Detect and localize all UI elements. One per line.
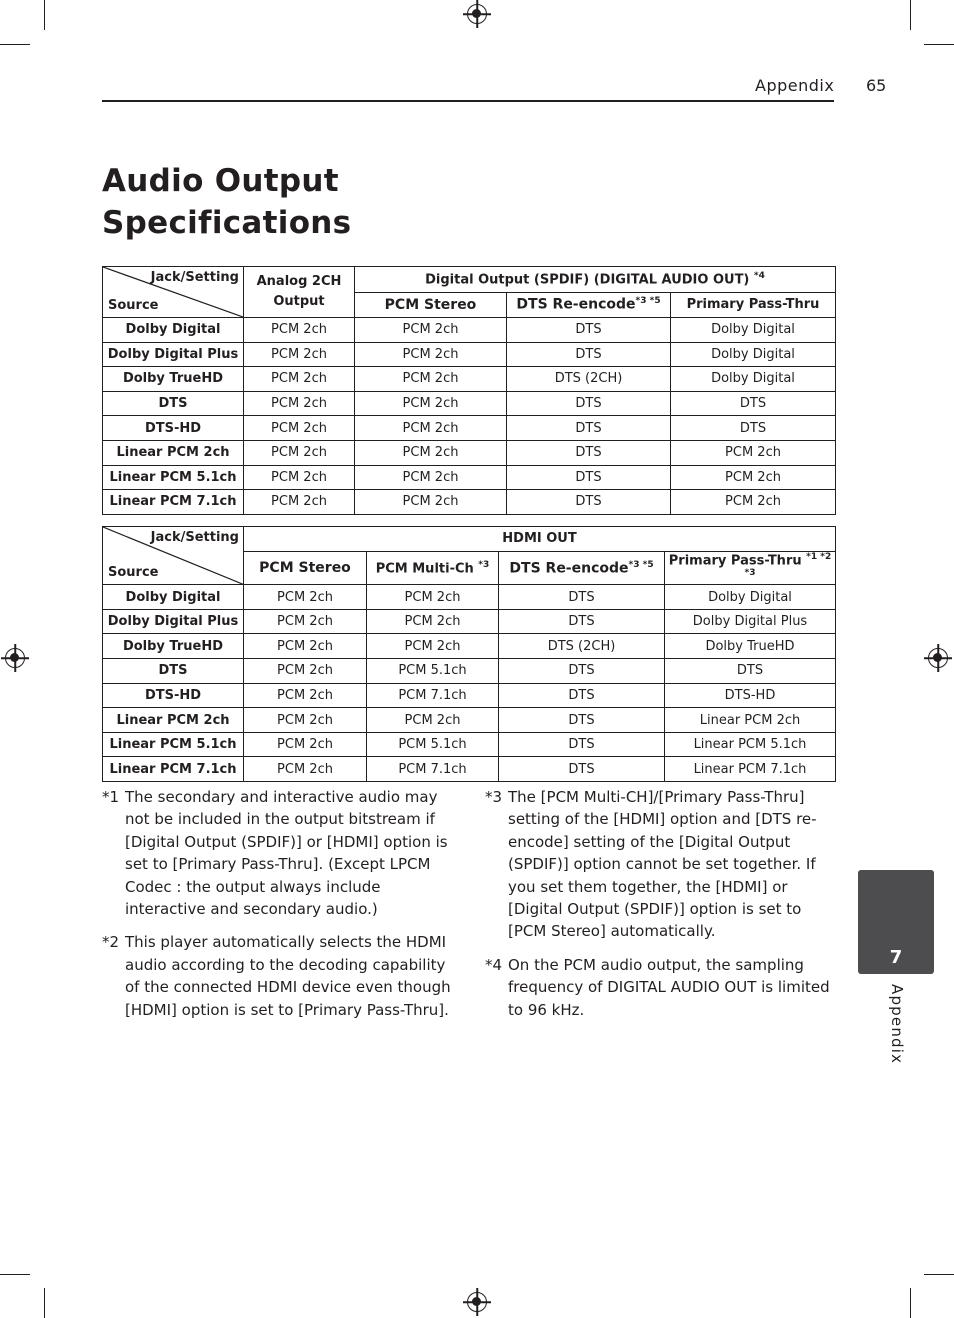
- table-cell: PCM 2ch: [367, 585, 499, 610]
- table-row: [103, 585, 836, 610]
- table-cell: PCM 2ch: [355, 440, 507, 465]
- table-cell: DTS: [507, 318, 671, 343]
- table-row: [103, 708, 836, 733]
- footnote-text: The [PCM Multi-CH]/[Primary Pass-Thru] setting of the [HDMI] option and [DTS re-encode] setting of the [Digital Output (SPDIF)] option cannot be set together. If you set them together, the [HDMI] or [Digital Output (SPDIF)] option is set to [PCM Stereo] automatically.: [508, 788, 817, 941]
- table-row: [103, 609, 836, 634]
- table-row: [103, 416, 836, 441]
- table-cell: DTS: [499, 609, 665, 634]
- registration-mark-icon: [467, 4, 487, 24]
- table-row: [103, 659, 836, 684]
- crop-mark: [0, 1274, 30, 1275]
- page-number: 65: [866, 76, 887, 95]
- table-cell: Dolby Digital: [671, 318, 836, 343]
- table-cell: PCM 2ch: [355, 465, 507, 490]
- table-cell: PCM 2ch: [244, 416, 355, 441]
- table-cell: DTS: [671, 416, 836, 441]
- table-cell: PCM 2ch: [244, 440, 355, 465]
- table-cell: DTS: [499, 757, 665, 782]
- table-cell: PCM 2ch: [244, 391, 355, 416]
- table-cell: DTS: [507, 391, 671, 416]
- table-cell: PCM 2ch: [367, 609, 499, 634]
- table-cell: Dolby Digital Plus: [665, 609, 836, 634]
- table-cell: PCM 2ch: [244, 659, 367, 684]
- table-cell: Linear PCM 2ch: [665, 708, 836, 733]
- crop-mark: [924, 1274, 954, 1275]
- table-cell: PCM 2ch: [355, 318, 507, 343]
- corner-source: Source: [108, 565, 159, 581]
- table-cell: Dolby Digital: [671, 367, 836, 392]
- table-cell: PCM 2ch: [355, 342, 507, 367]
- table-cell: DTS: [507, 342, 671, 367]
- table-cell: DTS: [499, 683, 665, 708]
- row-source-label: Dolby Digital Plus: [103, 342, 244, 367]
- row-source-label: Dolby Digital: [103, 318, 244, 343]
- table-cell: PCM 2ch: [244, 708, 367, 733]
- row-source-label: DTS: [103, 659, 244, 684]
- table-cell: Dolby TrueHD: [665, 634, 836, 659]
- row-source-label: Dolby TrueHD: [103, 367, 244, 392]
- table-row: [103, 318, 836, 343]
- footnote: [102, 931, 454, 1021]
- table-cell: PCM 2ch: [671, 440, 836, 465]
- table-cell: PCM 2ch: [355, 391, 507, 416]
- table-cell: PCM 5.1ch: [367, 659, 499, 684]
- table-cell: PCM 2ch: [244, 367, 355, 392]
- table-cell: PCM 2ch: [671, 490, 836, 515]
- crop-mark: [0, 44, 30, 45]
- table-row: [103, 440, 836, 465]
- row-source-label: Dolby Digital Plus: [103, 609, 244, 634]
- table-cell: PCM 2ch: [355, 416, 507, 441]
- footnote-text: On the PCM audio output, the sampling frequency of DIGITAL AUDIO OUT is limited to 96 kHz.: [508, 955, 830, 1019]
- table-cell: Linear PCM 7.1ch: [665, 757, 836, 782]
- table-row: [103, 465, 836, 490]
- corner-jack-setting: Jack/Setting: [150, 530, 239, 545]
- table-cell: DTS: [499, 708, 665, 733]
- crop-mark: [910, 0, 911, 30]
- header-rule: [102, 100, 834, 102]
- table-cell: PCM 2ch: [355, 367, 507, 392]
- column-header-pcm-stereo: PCM Stereo: [355, 292, 507, 318]
- corner-source: Source: [108, 298, 159, 313]
- row-source-label: Linear PCM 5.1ch: [103, 465, 244, 490]
- table-cell: DTS: [499, 585, 665, 610]
- footnote: [485, 954, 837, 1021]
- table-row: [103, 342, 836, 367]
- table-corner-cell: [103, 527, 244, 585]
- table-cell: PCM 2ch: [244, 609, 367, 634]
- chapter-number: 7: [889, 947, 903, 968]
- column-header-dts-reencode: DTS Re-encode$^{*3 *5}$: [499, 551, 665, 585]
- table-row: [103, 367, 836, 392]
- column-header-dts-reencode: DTS Re-encode$^{*3 *5}$: [507, 292, 671, 318]
- registration-mark-icon: [928, 648, 948, 668]
- table-cell: PCM 2ch: [367, 634, 499, 659]
- table-row: [103, 732, 836, 757]
- crop-mark: [910, 1288, 911, 1318]
- table-cell: DTS: [507, 416, 671, 441]
- footnote-marker: *2: [102, 933, 120, 952]
- crop-mark: [924, 44, 954, 45]
- table-cell: PCM 2ch: [367, 708, 499, 733]
- table-row: [103, 757, 836, 782]
- table-cell: PCM 2ch: [671, 465, 836, 490]
- registration-mark-icon: [5, 648, 25, 668]
- table-cell: DTS: [671, 391, 836, 416]
- row-source-label: Linear PCM 5.1ch: [103, 732, 244, 757]
- table-cell: PCM 2ch: [244, 585, 367, 610]
- column-header-primary-pass-thru: Primary Pass-Thru $^{*1 *2 *3}$: [665, 551, 836, 585]
- table-row: [103, 490, 836, 515]
- footnote-marker: *4: [485, 955, 503, 974]
- page-title: [102, 160, 351, 244]
- table-row: [103, 391, 836, 416]
- row-source-label: Linear PCM 2ch: [103, 440, 244, 465]
- table-cell: PCM 7.1ch: [367, 683, 499, 708]
- row-source-label: DTS-HD: [103, 416, 244, 441]
- digital-output-table: [102, 266, 836, 515]
- table-cell: PCM 2ch: [355, 490, 507, 515]
- page-title-line1: Audio Output: [102, 163, 339, 199]
- table-cell: PCM 2ch: [244, 318, 355, 343]
- table-cell: DTS (2CH): [499, 634, 665, 659]
- footnote-marker: *3: [485, 788, 503, 806]
- table-cell: PCM 5.1ch: [367, 732, 499, 757]
- column-header-pcm-stereo: PCM Stereo: [244, 551, 367, 585]
- row-source-label: DTS: [103, 391, 244, 416]
- row-source-label: Linear PCM 2ch: [103, 708, 244, 733]
- footnote: [485, 786, 837, 943]
- row-source-label: Dolby Digital: [103, 585, 244, 610]
- column-header-primary-pass-thru: Primary Pass-Thru: [671, 292, 836, 318]
- table-cell: DTS: [499, 659, 665, 684]
- corner-jack-setting: Jack/Setting: [150, 270, 239, 285]
- chapter-side-label: Appendix: [888, 984, 906, 1065]
- table-cell: PCM 2ch: [244, 490, 355, 515]
- row-source-label: Linear PCM 7.1ch: [103, 490, 244, 515]
- footnote: [102, 786, 454, 920]
- table-cell: DTS: [507, 465, 671, 490]
- footnotes-left: [102, 786, 454, 1032]
- table-cell: DTS: [665, 659, 836, 684]
- hdmi-output-table: [102, 526, 836, 782]
- table-cell: Linear PCM 5.1ch: [665, 732, 836, 757]
- footnote-text: The secondary and interactive audio may not be included in the output bitstream if [Digital Output (SPDIF)] or [HDMI] option is set to [Primary Pass-Thru]. (Except LPCM Codec : the output always include interactive and secondary audio.): [125, 788, 448, 919]
- table-cell: DTS (2CH): [507, 367, 671, 392]
- header-section-label: Appendix: [755, 76, 835, 95]
- table-cell: DTS-HD: [665, 683, 836, 708]
- table-cell: PCM 2ch: [244, 732, 367, 757]
- column-group-digital-output: Digital Output (SPDIF) (DIGITAL AUDIO OUT) $^{*4}$: [355, 267, 836, 293]
- chapter-tab: [858, 870, 934, 974]
- row-source-label: Dolby TrueHD: [103, 634, 244, 659]
- table-row: [103, 683, 836, 708]
- footnote-text: This player automatically selects the HDMI audio according to the decoding capability of the connected HDMI device even though [HDMI] option is set to [Primary Pass-Thru].: [125, 933, 451, 1019]
- table-cell: PCM 2ch: [244, 634, 367, 659]
- table-cell: DTS: [507, 440, 671, 465]
- row-source-label: DTS-HD: [103, 683, 244, 708]
- table-cell: PCM 2ch: [244, 342, 355, 367]
- footnote-marker: *1: [102, 788, 120, 806]
- crop-mark: [44, 1288, 45, 1318]
- column-group-hdmi-out: HDMI OUT: [244, 527, 836, 552]
- table-row: [103, 634, 836, 659]
- crop-mark: [44, 0, 45, 30]
- column-header-pcm-multi-ch: PCM Multi-Ch $^{*3}$: [367, 551, 499, 585]
- column-header-analog: Analog 2CH Output: [244, 267, 355, 318]
- footnotes-right: [485, 786, 837, 1032]
- page-title-line2: Specifications: [102, 205, 352, 241]
- registration-mark-icon: [467, 1292, 487, 1312]
- table-cell: Dolby Digital: [665, 585, 836, 610]
- table-cell: Dolby Digital: [671, 342, 836, 367]
- table-corner-cell: [103, 267, 244, 318]
- row-source-label: Linear PCM 7.1ch: [103, 757, 244, 782]
- table-cell: DTS: [507, 490, 671, 515]
- table-cell: PCM 7.1ch: [367, 757, 499, 782]
- table-cell: PCM 2ch: [244, 683, 367, 708]
- table-cell: PCM 2ch: [244, 757, 367, 782]
- table-cell: PCM 2ch: [244, 465, 355, 490]
- table-cell: DTS: [499, 732, 665, 757]
